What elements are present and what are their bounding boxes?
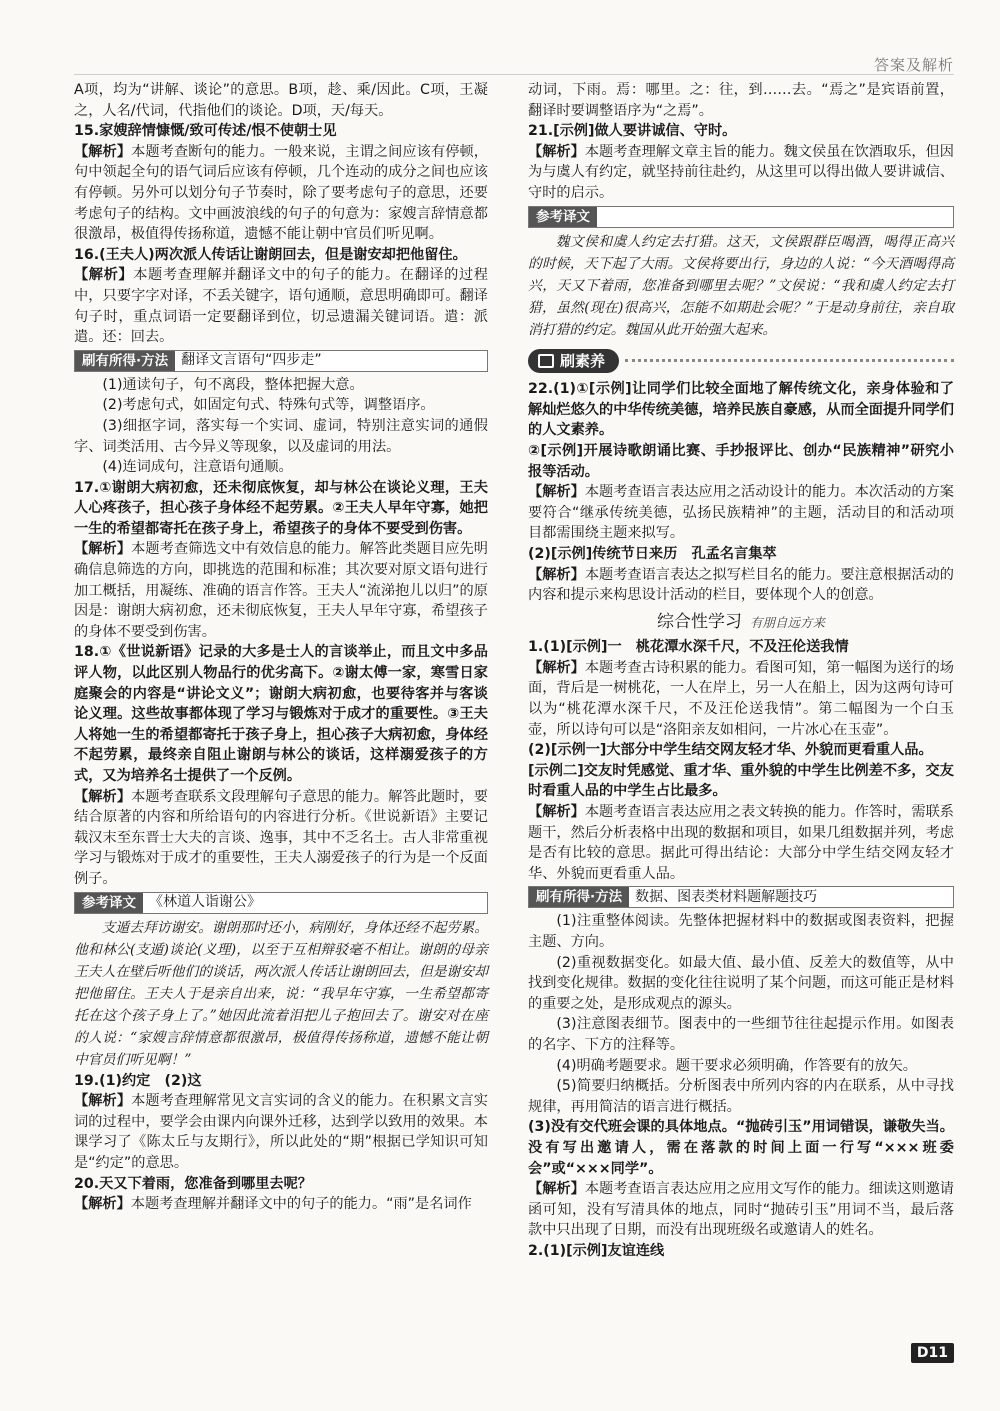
q18-analysis — [74, 787, 488, 890]
analysis-tag: 【解析】 — [528, 659, 585, 676]
method-box-header — [74, 350, 488, 372]
section-pill — [528, 349, 619, 374]
step-1: (1)通读句子，句不离段，整体把握大意。 — [102, 376, 364, 393]
q20-answer — [74, 1174, 488, 1195]
section-heading-subtitle: 有朋自远方来 — [749, 614, 825, 630]
book-icon — [538, 354, 554, 368]
q19-answer — [74, 1071, 488, 1092]
q17-answer — [74, 478, 488, 540]
c1-analysis-1 — [528, 658, 954, 740]
c1-answer-4: (3)没有交代班会课的具体地点。“抛砖引玉”用词错误，谦敬失当。没有写出邀请人，需在落款的时间上面一行写“×××班委会”或“×××同学”。 — [528, 1119, 954, 1177]
section-dotted-rule — [625, 359, 954, 362]
right-column — [528, 80, 954, 1262]
c1-answer-1-text: (1)[示例]一 桃花潭水深千尺，不及汪伦送我情 — [543, 639, 849, 656]
c1-analysis-2 — [528, 802, 954, 884]
q22-analysis-2 — [528, 565, 954, 606]
section-label: 刷素养 — [560, 351, 606, 370]
q21-analysis-text: 本题考查理解文章主旨的能力。魏文侯虽在饮酒取乐，但因为与虞人有约定，就坚持前往赴约，从这里可以得出做人要讲诚信、守时的启示。 — [528, 143, 954, 201]
step-3: (3)细抠字词，落实每一个实词、虚词，特别注意实词的通假字、词类活用、古今异义等现象，以及虚词的用法。 — [74, 417, 488, 455]
analysis-tag: 【解析】 — [74, 267, 134, 284]
q18-answer-text: ①《世说新语》记录的大多是士人的言谈举止，而且文中多品评人物，以此区别人物品行的优劣高下。②谢太傅一家，寒雪日家庭聚会的内容是“讲论文义”；谢朗大病初愈，也要待客并与客谈论义理。这些故事都体现了学习与锻炼对于成才的重要性。③王夫人将她一生的希望都寄托于孩子身上，担心孩子大病初愈，身体经不起劳累，最终亲自阻止谢朗与林公的谈话，这样溺爱孩子的方式，又为培养名士提供了一个反例。 — [74, 644, 488, 784]
q16-answer-text: (王夫人)两次派人传话让谢朗回去，但是谢安却把他留住。 — [99, 246, 467, 263]
q18-analysis-text: 本题考查联系文段理解句子意思的能力。解答此题时，要结合原著的内容和所给语句的内容进行分析。《世说新语》主要记载汉末至东晋士大夫的言谈、逸事，其中不乏名士。古人非常重视学习与锻炼对于成才的重要性，王夫人溺爱孩子的行为是一个反面例子。 — [74, 788, 488, 887]
q18-answer — [74, 642, 488, 786]
analysis-tag: 【解析】 — [528, 143, 585, 160]
translation-box-title: 《林道人诣谢公》 — [149, 894, 261, 911]
q21-answer-text: [示例]做人要讲诚信、守时。 — [553, 123, 737, 140]
q22-answer-2: ②[示例]开展诗歌朗诵比赛、手抄报评比、创办“民族精神”研究小报等活动。 — [528, 442, 954, 480]
c1-analysis-2-text: 本题考查语言表达应用之表文转换的能力。作答时，需联系题干，然后分析表格中出现的数据和项目，如果几组数据并列，考虑是否有比较的意思。据此可得出结论：大部分中学生结交网友轻才华、外貌而更看重人品。 — [528, 804, 954, 882]
q19-analysis-text: 本题考查理解常见文言实词的含义的能力。在积累文言实词的过程中，要学会由课内向课外迁移，达到学以致用的效果。本课学习了《陈太丘与友期行》，所以此处的“期”根据已学知识可知是“约定”的意思。 — [74, 1093, 488, 1171]
q19-number: 19. — [74, 1072, 100, 1089]
method-box-2-header — [528, 886, 954, 908]
q19-answer-text: (1)约定 (2)这 — [99, 1072, 202, 1089]
c1-answer-1 — [528, 637, 954, 658]
q20-answer-text: 天又下着雨，您准备到哪里去呢？ — [99, 1175, 312, 1192]
translation-box-header — [74, 892, 488, 914]
q16-answer — [74, 245, 488, 266]
tip-5: (5)简要归纳概括。分析图表中所列内容的内在联系，从中寻找规律，再用简洁的语言进行概括。 — [528, 1078, 954, 1115]
c1-number: 1. — [528, 639, 544, 656]
c1-analysis-3-text: 本题考查语言表达应用之应用文写作的能力。细读这则邀请函可知，没有写清具体的地点，同时“抛砖引玉”用词不当，最后落款中只出现了日期，而没有出现班级名或邀请人的姓名。 — [528, 1181, 954, 1239]
q21-answer — [528, 121, 954, 142]
analysis-tag: 【解析】 — [74, 541, 132, 558]
q22-answer-1 — [528, 379, 954, 441]
q16-analysis-text: 本题考查理解并翻译文中的句子的能力。在翻译的过程中，只要字字对译，不丢关键字，语句通顺，意思明确即可。翻译句子时，重点词语一定要翻译到位，切忌遗漏关键词语。遣：派遣。还：回去。 — [74, 267, 488, 346]
translation-box-2-header — [528, 206, 954, 228]
q15-answer — [74, 121, 488, 142]
q20-tail: 动词，下雨。焉：哪里。之：往，到……去。“焉之”是宾语前置，翻译时要调整语序为“之焉”。 — [528, 82, 954, 119]
translation-1 — [74, 917, 488, 1071]
tip-1: (1)注重整体阅读。先整体把握材料中的数据或图表资料，把握主题、方向。 — [528, 913, 954, 950]
analysis-tag: 【解析】 — [528, 484, 585, 501]
q15-analysis-text: 本题考查断句的能力。一般来说，主谓之间应该有停顿，句中领起全句的语气词后应该有停顿，几个连动的成分之间也应该有停顿。另外可以划分句子节奏时，除了要考虑句子的意思，还要考虑句子的结构。文中画波浪线的句子的句意为：家嫂言辞情意都很激昂，极值得传扬称道，遗憾不能让朝中官员们听见啊。 — [74, 143, 488, 243]
page-header: 答案及解析 — [873, 56, 954, 74]
q18-number: 18. — [74, 644, 100, 661]
q21-number: 21. — [528, 123, 554, 140]
q20-number: 20. — [74, 1175, 100, 1192]
c1-answer-3: [示例二]交友时凭感觉、重才华、重外貌的中学生比例差不多，交友时看重人品的中学生占比最多。 — [528, 762, 954, 800]
c2-answer-text: (1)[示例]友谊连线 — [543, 1242, 665, 1259]
analysis-tag: 【解析】 — [528, 566, 585, 583]
translation-1-text: 支遁去拜访谢安。谢朗那时还小，病刚好，身体还经不起劳累。他和林公(支遁)谈论(义理)，以至于互相辩驳毫不相让。谢朗的母亲王夫人在壁后听他们的谈话，两次派人传话让谢朗回去，但是谢安却把他留住。王夫人于是亲自出来，说：“我早年守寡，一生希望都寄托在这个孩子身上了。”她因此流着泪把儿子抱回去了。谢安对在座的人说：“家嫂言辞情意都很激昂，极值得传扬称道，遗憾不能让朝中官员们听见啊！” — [74, 919, 488, 1068]
tip-2: (2)重视数据变化。如最大值、最小值、反差大的数值等，从中找到变化规律。数据的变化往往说明了某个问题，而这可能正是材料的重要之处，是形成观点的源头。 — [528, 954, 954, 1012]
analysis-tag: 【解析】 — [74, 1196, 131, 1213]
translation-box-label: 参考译文 — [75, 893, 143, 913]
translation-2-text: 魏文侯和虞人约定去打猎。这天，文侯跟群臣喝酒，喝得正高兴的时候，天下起了大雨。文侯将要出行，身边的人说：“今天酒喝得高兴，天又下着雨，您准备到哪里去呢？”文侯说：“我和虞人约定去打猎，虽然(现在)很高兴，怎能不如期赴会呢？”于是动身前往，亲自取消打猎的约定。魏国从此开始强大起来。 — [528, 233, 954, 338]
q22-answer-1-text: (1)①[示例]让同学们比较全面地了解传统文化，亲身体验和了解灿烂悠久的中华传统美德，培养民族自豪感，从而全面提升同学们的人文素养。 — [528, 381, 954, 439]
analysis-tag: 【解析】 — [528, 1181, 585, 1198]
analysis-tag: 【解析】 — [74, 143, 132, 160]
q22-analysis-2-text: 本题考查语言表达之拟写栏目名的能力。要注意根据活动的内容和提示来构思设计活动的栏目，要体现个人的创意。 — [528, 566, 954, 604]
method-box-title: 翻译文言语句“四步走” — [181, 352, 322, 369]
q22-number: 22. — [528, 381, 554, 398]
section-heading-title: 综合性学习 — [656, 611, 742, 632]
translation-box-2-label: 参考译文 — [529, 207, 597, 227]
c1-answer-2: (2)[示例一]大部分中学生结交网友轻才华、外貌而更看重人品。 — [528, 742, 933, 759]
q14-tail: A项，均为“讲解、谈论”的意思。B项，趁、乘/因此。C项，王凝之，人名/代词，代指他们的谈论。D项，天/每天。 — [74, 82, 488, 119]
method-box-label: 刷有所得·方法 — [75, 351, 175, 371]
q17-number: 17. — [74, 479, 100, 496]
c1-analysis-1-text: 本题考查古诗积累的能力。看图可知，第一幅图为送行的场面，背后是一树桃花，一人在岸上，另一人在船上，因为这两句诗可以为“桃花潭水深千尺，不及汪伦送我情”。第二幅图为一个白玉壶，所以诗句可以是“洛阳亲友如相问，一片冰心在玉壶”。 — [528, 659, 954, 738]
analysis-tag: 【解析】 — [74, 788, 132, 805]
method-box-2-title: 数据、图表类材料题解题技巧 — [635, 889, 818, 906]
q15-number: 15. — [74, 123, 100, 140]
step-4: (4)连词成句，注意语句通顺。 — [102, 459, 293, 476]
q19-analysis — [74, 1091, 488, 1173]
c2-number: 2. — [528, 1242, 544, 1259]
section-heading — [528, 612, 954, 634]
q17-analysis — [74, 539, 488, 642]
q17-analysis-text: 本题考查筛选文中有效信息的能力。解答此类题目应先明确信息筛选的方向，即挑选的范围和标准；其次要对原文语句进行加工概括，用凝练、准确的语言作答。王夫人“流涕抱儿以归”的原因是：谢朗大病初愈，还未彻底恢复，王夫人早年守寡，希望孩子的身体不要受到伤害。 — [74, 541, 488, 640]
q22-analysis-1-text: 本题考查语言表达应用之活动设计的能力。本次活动的方案要符合“继承传统美德，弘扬民族精神”的主题，活动目的和活动项目都需围绕主题来拟写。 — [528, 484, 954, 542]
q16-analysis — [74, 265, 488, 347]
q20-analysis-text: 本题考查理解并翻译文中的句子的能力。“雨”是名词作 — [130, 1196, 472, 1213]
q16-number: 16. — [74, 246, 100, 263]
q15-answer-text: 家嫂辞情慷慨/致可传述/恨不使朝士见 — [99, 123, 337, 140]
analysis-tag: 【解析】 — [528, 804, 585, 821]
c1-analysis-3 — [528, 1179, 954, 1241]
translation-2 — [528, 231, 954, 341]
c2-answer — [528, 1241, 954, 1262]
method-box-2-label: 刷有所得·方法 — [529, 887, 629, 907]
q20-analysis — [74, 1194, 488, 1215]
section-banner — [528, 349, 954, 374]
analysis-tag: 【解析】 — [74, 1093, 132, 1110]
tip-3: (3)注意图表细节。图表中的一些细节往往起提示作用。如图表的名字、下方的注释等。 — [528, 1016, 954, 1053]
q22-answer-3: (2)[示例]传统节日来历 孔孟名言集萃 — [528, 545, 777, 562]
header-divider — [74, 74, 954, 75]
step-2: (2)考虑句式，如固定句式、特殊句式等，调整语序。 — [102, 397, 435, 414]
q22-analysis-1 — [528, 482, 954, 544]
q17-answer-text: ①谢朗大病初愈，还未彻底恢复，却与林公在谈论义理，王夫人心疼孩子，担心孩子身体经不起劳累。②王夫人早年守寡，她把一生的希望都寄托在孩子身上，希望孩子的身体不要受到伤害。 — [74, 479, 488, 537]
tip-4: (4)明确考题要求。题干要求必须明确，作答要有的放矢。 — [556, 1057, 917, 1074]
page-number: D11 — [911, 1343, 954, 1363]
q21-analysis — [528, 142, 954, 204]
q15-analysis — [74, 142, 488, 245]
left-column — [74, 80, 488, 1215]
